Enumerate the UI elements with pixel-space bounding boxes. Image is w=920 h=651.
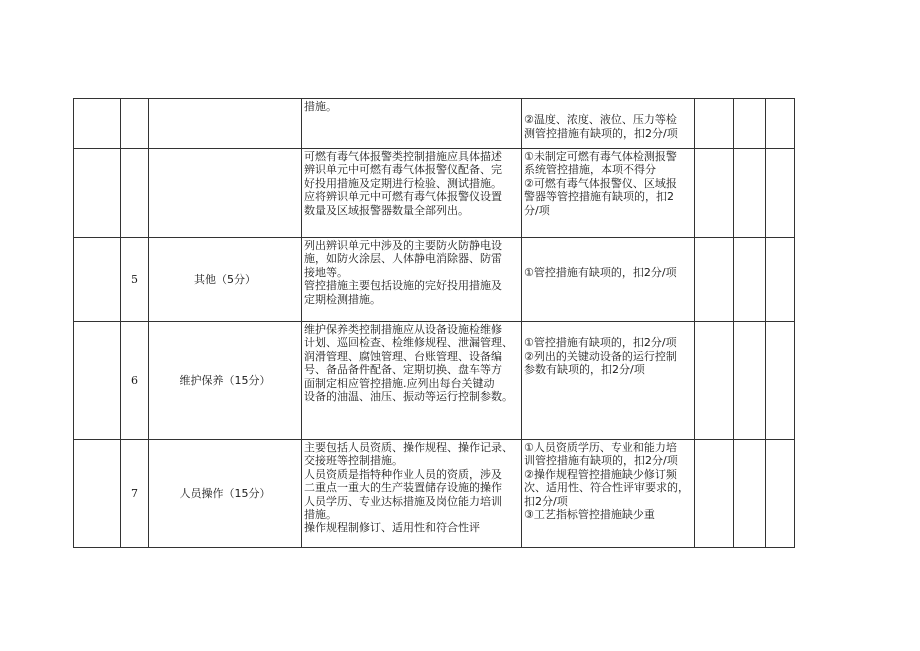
criteria-line: 次、适用性、符合性评审要求的， xyxy=(524,481,689,495)
table-row xyxy=(74,99,795,149)
control-measures-text xyxy=(302,149,522,238)
item-number: 5 xyxy=(121,238,149,322)
score-cell xyxy=(695,149,734,238)
control-measures-text xyxy=(302,440,522,548)
item-category xyxy=(149,149,302,238)
item-number xyxy=(121,149,149,238)
criteria-line: 参数有缺项的，扣2分/项 xyxy=(524,363,645,377)
item-category: 维护保养（15分） xyxy=(149,322,302,440)
measure-line: 数量及区域报警器数量全部列出。 xyxy=(304,203,469,217)
deduction-cell xyxy=(734,238,766,322)
blank-cell-left xyxy=(74,238,121,322)
criteria-line: ①管控措施有缺项的，扣2分/项 xyxy=(524,336,677,350)
remarks-cell xyxy=(766,238,795,322)
deduction-cell xyxy=(734,322,766,440)
item-category: 其他（5分） xyxy=(149,238,302,322)
measure-line: 主要包括人员资质、操作规程、操作记录、 xyxy=(304,441,513,454)
criteria-line: ①未制定可燃有毒气体检测报警 xyxy=(524,150,677,163)
measure-line: 二重点一重大的生产装置储存设施的操作 xyxy=(304,481,502,495)
item-number xyxy=(121,99,149,149)
score-cell xyxy=(695,99,734,149)
measure-line: 操作规程制修订、适用性和符合性评 xyxy=(304,521,480,535)
criteria-line xyxy=(524,100,693,113)
scoring-criteria-text xyxy=(522,238,695,322)
measure-line: 人员资质是指特种作业人员的资质，涉及 xyxy=(304,467,502,481)
table-row xyxy=(74,322,795,440)
measure-line: 维护保养类控制措施应从设备设施检维修 xyxy=(304,323,502,336)
measure-line: 措施。 xyxy=(304,100,337,113)
measure-line: 接地等。 xyxy=(304,265,348,279)
criteria-line xyxy=(524,252,693,265)
measure-line: 计划、巡回检查、检维修规程、泄漏管理、 xyxy=(304,336,513,350)
criteria-line: ②列出的关键动设备的运行控制 xyxy=(524,349,677,363)
measure-line: 可燃有毒气体报警类控制措施应具体描述 xyxy=(304,150,502,163)
control-measures-text xyxy=(302,322,522,440)
measure-line: 交接班等控制措施。 xyxy=(304,454,403,468)
scoring-criteria-text xyxy=(522,322,695,440)
score-cell xyxy=(695,322,734,440)
criteria-line: 训管控措施有缺项的，扣2分/项 xyxy=(524,454,678,468)
criteria-line: 系统管控措施，本项不得分 xyxy=(524,163,656,177)
criteria-line xyxy=(524,323,693,336)
control-measures-text xyxy=(302,238,522,322)
measure-line: 人员学历、专业达标措施及岗位能力培训 xyxy=(304,494,502,508)
scoring-criteria-text xyxy=(522,99,695,149)
criteria-line: ②温度、浓度、液位、压力等检 xyxy=(524,113,677,127)
measure-line: 设备的油温、油压、振动等运行控制参数。 xyxy=(304,390,513,404)
blank-cell-left xyxy=(74,99,121,149)
deduction-cell xyxy=(734,99,766,149)
measure-line: 面制定相应管控措施.应列出每台关键动 xyxy=(304,376,495,390)
criteria-line: 测管控措施有缺项的，扣2分/项 xyxy=(524,126,678,140)
remarks-cell xyxy=(766,99,795,149)
criteria-line: ①人员资质学历、专业和能力培 xyxy=(524,441,677,454)
remarks-cell xyxy=(766,322,795,440)
criteria-line: 分/项 xyxy=(524,203,550,217)
item-category xyxy=(149,99,302,149)
blank-cell-left xyxy=(74,440,121,548)
item-number: 7 xyxy=(121,440,149,548)
criteria-line: ③工艺指标管控措施缺少重 xyxy=(524,508,655,522)
measure-line: 应将辨识单元中可燃有毒气体报警仪设置 xyxy=(304,190,502,204)
score-cell xyxy=(695,238,734,322)
criteria-line: 扣2分/项 xyxy=(524,494,568,508)
measure-line: 施，如防火涂层、人体静电消除器、防雷 xyxy=(304,252,502,266)
item-number: 6 xyxy=(121,322,149,440)
measure-line: 润滑管理、腐蚀管理、台账管理、设备编 xyxy=(304,349,502,363)
control-measures-text xyxy=(302,99,522,149)
measure-line: 管控措施主要包括设施的完好投用措施及 xyxy=(304,279,502,293)
remarks-cell xyxy=(766,149,795,238)
item-category: 人员操作（15分） xyxy=(149,440,302,548)
criteria-line: ①管控措施有缺项的，扣2分/项 xyxy=(524,265,677,279)
blank-cell-left xyxy=(74,149,121,238)
criteria-line: ②可燃有毒气体报警仪、区域报 xyxy=(524,176,677,190)
score-cell xyxy=(695,440,734,548)
criteria-line: 警器等管控措施有缺项的，扣2 xyxy=(524,190,674,204)
scoring-criteria-text xyxy=(522,440,695,548)
criteria-line: ②操作规程管控措施缺少修订频 xyxy=(524,467,677,481)
measure-line: 号、备品备件配备、定期切换、盘车等方 xyxy=(304,363,502,377)
criteria-line xyxy=(524,239,693,252)
table-row xyxy=(74,440,795,548)
measure-line: 辨识单元中可燃有毒气体报警仪配备、完 xyxy=(304,163,502,177)
deduction-cell xyxy=(734,440,766,548)
blank-cell-left xyxy=(74,322,121,440)
table-row xyxy=(74,238,795,322)
evaluation-table xyxy=(73,98,795,548)
measure-line: 列出辨识单元中涉及的主要防火防静电设 xyxy=(304,239,502,252)
measure-line: 措施。 xyxy=(304,508,337,522)
measure-line: 定期检测措施。 xyxy=(304,292,381,306)
deduction-cell xyxy=(734,149,766,238)
measure-line: 好投用措施及定期进行检验、测试措施。 xyxy=(304,176,502,190)
table-row xyxy=(74,149,795,238)
scoring-criteria-text xyxy=(522,149,695,238)
remarks-cell xyxy=(766,440,795,548)
